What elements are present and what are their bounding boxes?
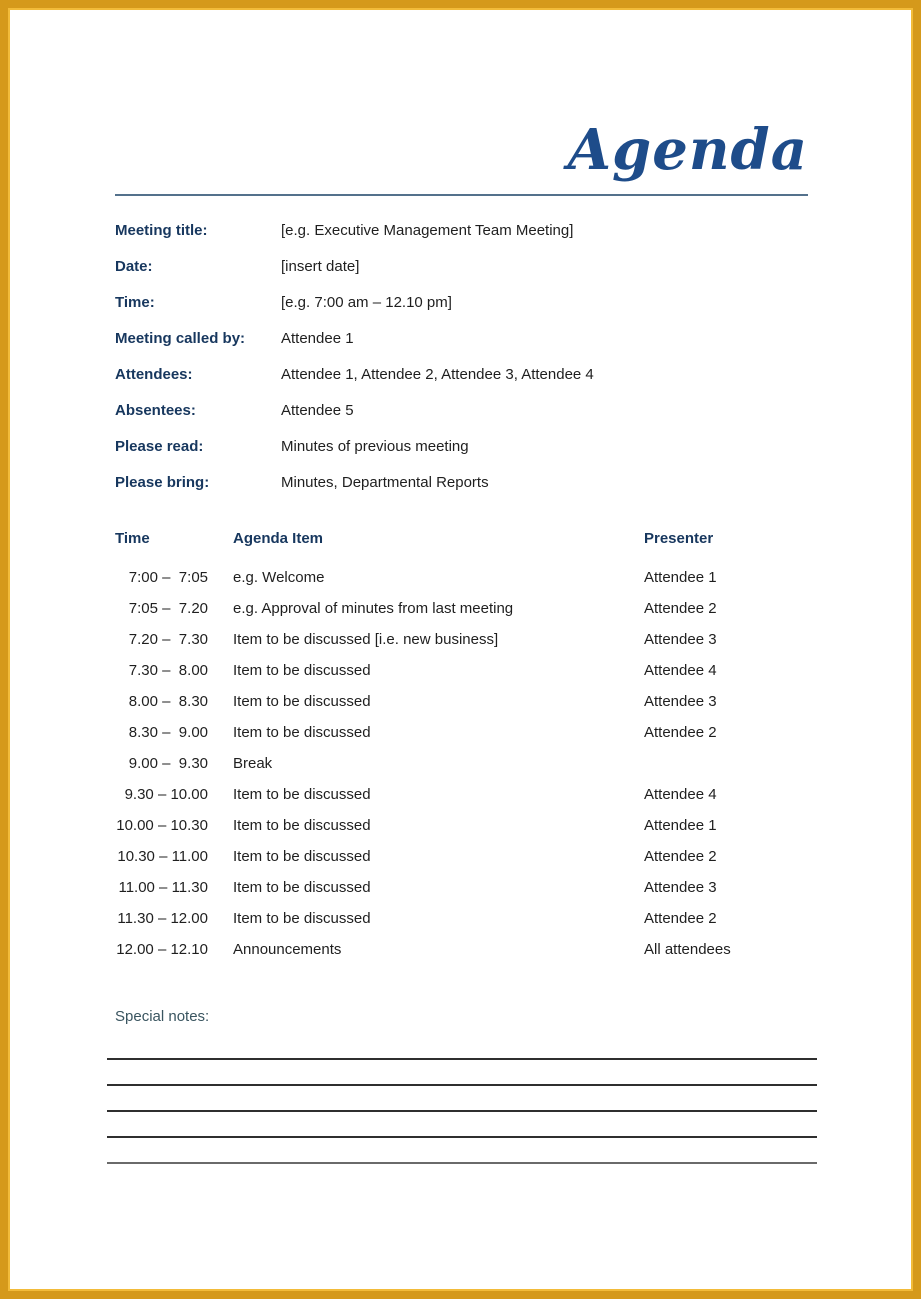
schedule-time: 7:00 – 7:05 bbox=[128, 568, 208, 586]
schedule-item: Item to be discussed bbox=[233, 785, 371, 803]
schedule-presenter: Attendee 2 bbox=[644, 909, 717, 927]
detail-label: Meeting title: bbox=[115, 221, 208, 239]
schedule-time: 8.00 – 8.30 bbox=[128, 692, 208, 710]
schedule-item: e.g. Approval of minutes from last meeting bbox=[233, 599, 514, 617]
detail-row bbox=[115, 294, 808, 330]
schedule-time: 12.00 – 12.10 bbox=[116, 940, 208, 958]
schedule-time: 7.20 – 7.30 bbox=[128, 630, 208, 648]
detail-value: Minutes of previous meeting bbox=[281, 437, 469, 455]
schedule-table bbox=[115, 530, 808, 972]
schedule-presenter: Attendee 2 bbox=[644, 847, 717, 865]
schedule-time: 9.30 – 10.00 bbox=[124, 785, 208, 803]
schedule-time: 10.30 – 11.00 bbox=[117, 847, 208, 865]
schedule-row bbox=[115, 817, 808, 848]
note-line bbox=[107, 1136, 817, 1138]
schedule-item: Item to be discussed bbox=[233, 816, 371, 834]
schedule-row bbox=[115, 879, 808, 910]
schedule-item: e.g. Welcome bbox=[233, 568, 325, 586]
detail-row bbox=[115, 402, 808, 438]
header-presenter: Presenter bbox=[644, 529, 714, 547]
schedule-time: 7.30 – 8.00 bbox=[128, 661, 208, 679]
note-line bbox=[107, 1110, 817, 1112]
detail-value: [insert date] bbox=[281, 257, 360, 275]
schedule-row bbox=[115, 941, 808, 972]
detail-label: Please bring: bbox=[115, 473, 210, 491]
schedule-item: Item to be discussed bbox=[233, 692, 371, 710]
special-notes-label: Special notes: bbox=[115, 1007, 210, 1025]
schedule-body bbox=[115, 569, 808, 972]
detail-row bbox=[115, 222, 808, 258]
schedule-item: Item to be discussed [i.e. new business] bbox=[233, 630, 499, 648]
detail-value: Minutes, Departmental Reports bbox=[281, 473, 489, 491]
meeting-details bbox=[115, 222, 808, 510]
title-rule bbox=[115, 194, 808, 196]
detail-label: Absentees: bbox=[115, 401, 196, 419]
schedule-presenter: Attendee 3 bbox=[644, 692, 717, 710]
schedule-time: 11.30 – 12.00 bbox=[117, 909, 208, 927]
note-lines bbox=[107, 1058, 817, 1164]
schedule-row bbox=[115, 631, 808, 662]
detail-label: Attendees: bbox=[115, 365, 193, 383]
detail-label: Meeting called by: bbox=[115, 329, 246, 347]
page-title: Agenda bbox=[567, 117, 808, 183]
schedule-item: Item to be discussed bbox=[233, 723, 371, 741]
detail-row bbox=[115, 366, 808, 402]
schedule-item: Item to be discussed bbox=[233, 661, 371, 679]
schedule-presenter: Attendee 4 bbox=[644, 785, 717, 803]
detail-row bbox=[115, 258, 808, 294]
schedule-item: Item to be discussed bbox=[233, 878, 371, 896]
schedule-row bbox=[115, 786, 808, 817]
detail-row bbox=[115, 474, 808, 510]
schedule-header bbox=[115, 530, 808, 547]
detail-row bbox=[115, 330, 808, 366]
schedule-presenter: Attendee 1 bbox=[644, 816, 717, 834]
header-time: Time bbox=[115, 529, 150, 547]
header-agenda-item: Agenda Item bbox=[233, 529, 324, 547]
schedule-presenter: Attendee 2 bbox=[644, 599, 717, 617]
schedule-row bbox=[115, 662, 808, 693]
schedule-item: Announcements bbox=[233, 940, 342, 958]
special-notes-section bbox=[115, 1008, 808, 1164]
note-line bbox=[107, 1058, 817, 1060]
schedule-time: 10.00 – 10.30 bbox=[116, 816, 208, 834]
detail-label: Date: bbox=[115, 257, 153, 275]
schedule-item: Break bbox=[233, 754, 273, 772]
detail-value: Attendee 1, Attendee 2, Attendee 3, Attendee 4 bbox=[281, 365, 594, 383]
detail-value: [e.g. Executive Management Team Meeting] bbox=[281, 221, 574, 239]
schedule-presenter: All attendees bbox=[644, 940, 731, 958]
detail-label: Please read: bbox=[115, 437, 204, 455]
schedule-presenter: Attendee 2 bbox=[644, 723, 717, 741]
schedule-presenter: Attendee 3 bbox=[644, 878, 717, 896]
schedule-item: Item to be discussed bbox=[233, 909, 371, 927]
schedule-row bbox=[115, 910, 808, 941]
schedule-row bbox=[115, 755, 808, 786]
schedule-presenter: Attendee 4 bbox=[644, 661, 717, 679]
schedule-time: 11.00 – 11.30 bbox=[118, 878, 208, 896]
schedule-row bbox=[115, 724, 808, 755]
schedule-row bbox=[115, 569, 808, 600]
schedule-time: 9.00 – 9.30 bbox=[128, 754, 208, 772]
detail-row bbox=[115, 438, 808, 474]
page-content bbox=[8, 8, 913, 1164]
schedule-row bbox=[115, 693, 808, 724]
schedule-time: 8.30 – 9.00 bbox=[128, 723, 208, 741]
schedule-item: Item to be discussed bbox=[233, 847, 371, 865]
schedule-presenter: Attendee 1 bbox=[644, 568, 717, 586]
detail-value: Attendee 1 bbox=[281, 329, 354, 347]
schedule-time: 7:05 – 7.20 bbox=[128, 599, 208, 617]
note-line bbox=[107, 1084, 817, 1086]
schedule-presenter: Attendee 3 bbox=[644, 630, 717, 648]
schedule-row bbox=[115, 848, 808, 879]
detail-value: [e.g. 7:00 am – 12.10 pm] bbox=[281, 293, 452, 311]
detail-value: Attendee 5 bbox=[281, 401, 354, 419]
schedule-row bbox=[115, 600, 808, 631]
note-line bbox=[107, 1162, 817, 1164]
detail-label: Time: bbox=[115, 293, 155, 311]
